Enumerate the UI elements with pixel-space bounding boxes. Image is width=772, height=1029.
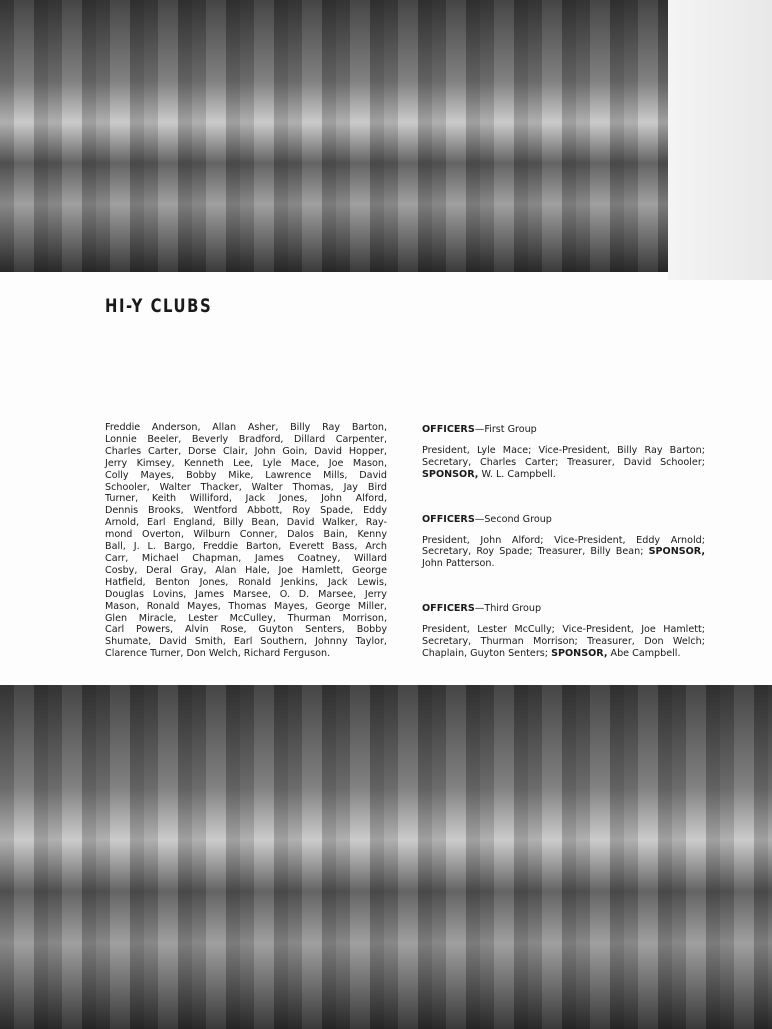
group-label: —Second Group [474,513,552,525]
sponsor-label: SPONSOR, [648,546,705,558]
member-list-line: Charles Carter, Dorse Clair, John Goin, David Hopper, [105,445,387,457]
member-list-line: Carl Powers, Alvin Rose, Guyton Senters, Bobby [105,624,387,636]
officer-list: President, Lester McCully; Vice-President, Joe Hamlett; Secretary, Thurman Morrison; Treasurer, Don Welch; Chaplain, Guyton Senters; [422,624,705,659]
member-list-line: Ball, J. L. Bargo, Freddie Barton, Everett Bass, Arch [105,541,387,553]
officers-heading: OFFICERS [422,424,475,435]
officer-list: President, Lyle Mace; Vice-President, Billy Ray Barton; Secretary, Charles Carter; Treasurer, David Schooler; [422,444,705,468]
member-list-line: Freddie Anderson, Allan Asher, Billy Ray Barton, [105,422,387,433]
officers-third-group [422,603,705,660]
member-list-line: Shumate, David Smith, Earl Southern, Johnny Taylor, [105,636,387,648]
member-list-line: Mason, Ronald Mayes, Thomas Mayes, George Miller, [105,600,387,612]
officer-list: President, John Alford; Vice-President, Eddy Arnold; Secretary, Roy Spade; Treasurer, Billy Bean; [422,534,705,558]
officers-second-group [422,514,705,571]
member-list-line: Carr, Michael Chapman, James Coatney, Willard [105,552,387,564]
member-list-line: Hatfield, Benton Jones, Ronald Jenkins, Jack Lewis, [105,576,387,588]
group-photo-bottom [0,685,772,1029]
sponsor-label: SPONSOR, [551,647,608,659]
member-list-line: Turner, Keith Williford, Jack Jones, John Alford, [105,493,387,505]
sponsor-name: W. L. Campbell. [478,468,556,480]
officers-first-group [422,424,705,481]
group-label: —First Group [474,424,537,435]
member-list-line: Schooler, Walter Thacker, Walter Thomas, Jay Bird [105,481,387,493]
member-list-line: Cosby, Deral Gray, Alan Hale, Joe Hamlett, George [105,564,387,576]
sponsor-name: John Patterson. [422,558,495,570]
page-edge [668,0,772,280]
officers-heading: OFFICERS [422,603,475,615]
member-list-line: mond Overton, Wilburn Conner, Dalos Bain, Kenny [105,529,387,541]
member-list-line: Arnold, Earl England, Billy Bean, David Walker, Ray- [105,517,387,529]
member-list-line: Glen Miracle, Lester McCulley, Thurman Morrison, [105,612,387,624]
officers-section [422,424,705,693]
member-list [105,422,387,660]
member-list-line: Jerry Kimsey, Kenneth Lee, Lyle Mace, Joe Mason, [105,457,387,469]
group-photo-top [0,0,668,272]
member-list-line: Lonnie Beeler, Beverly Bradford, Dillard Carpenter, [105,433,387,445]
group-label: —Third Group [474,603,542,615]
member-list-line: Dennis Brooks, Wentford Abbott, Roy Spade, Eddy [105,505,387,517]
member-list-line: Clarence Turner, Don Welch, Richard Ferguson. [105,648,331,660]
member-list-line: Colly Mayes, Bobby Mike, Lawrence Mills, David [105,469,387,481]
sponsor-name: Abe Campbell. [607,647,681,659]
officers-heading: OFFICERS [422,513,475,525]
sponsor-label: SPONSOR, [422,468,479,480]
member-list-line: Douglas Lovins, James Marsee, O. D. Marsee, Jerry [105,588,387,600]
page-title: HI-Y CLUBS [105,295,213,317]
